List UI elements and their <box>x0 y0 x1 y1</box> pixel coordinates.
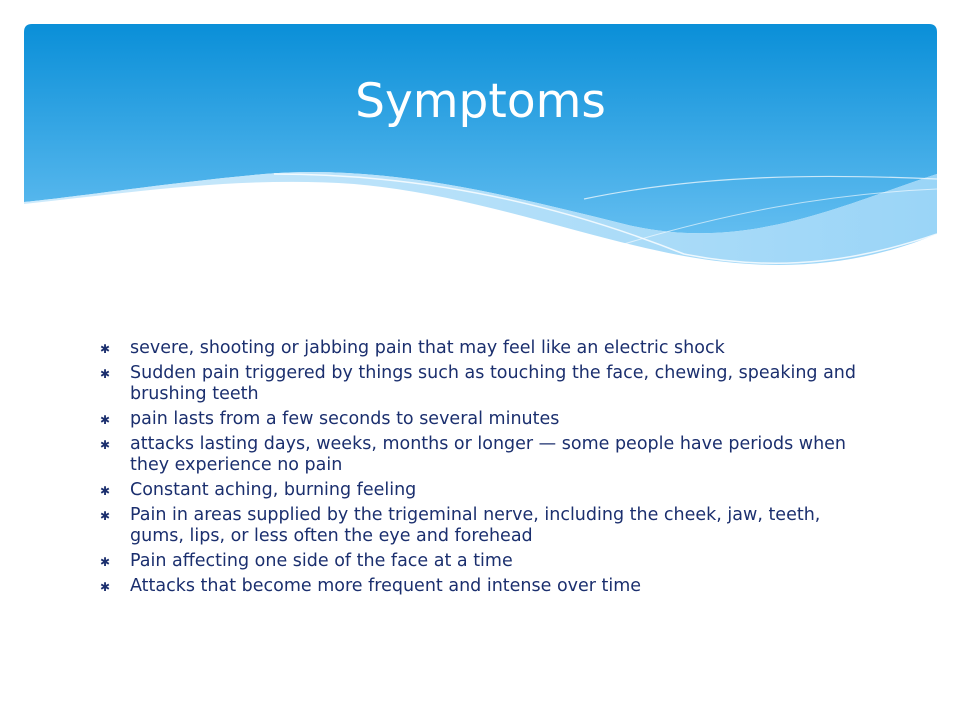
asterisk-icon: ✱ <box>100 580 111 594</box>
bullet-text: pain lasts from a few seconds to several minutes <box>130 409 560 429</box>
bullet-text: Pain in areas supplied by the trigeminal nerve, including the cheek, jaw, teeth, gums, lips, or less often the eye and forehead <box>130 505 821 546</box>
list-item <box>100 551 870 572</box>
asterisk-icon: ✱ <box>100 438 111 452</box>
asterisk-icon: ✱ <box>100 555 111 569</box>
bullet-list <box>100 338 870 601</box>
asterisk-icon: ✱ <box>100 342 111 356</box>
list-item <box>100 576 870 597</box>
list-item <box>100 409 870 430</box>
bullet-text: severe, shooting or jabbing pain that may feel like an electric shock <box>130 338 725 358</box>
bullet-text: Constant aching, burning feeling <box>130 480 417 500</box>
list-item <box>100 338 870 359</box>
bullet-text: Sudden pain triggered by things such as touching the face, chewing, speaking and brushing teeth <box>130 363 857 404</box>
asterisk-icon: ✱ <box>100 484 111 498</box>
header-banner <box>24 24 937 274</box>
list-item <box>100 363 870 405</box>
header-wave-graphic <box>24 24 937 274</box>
list-item <box>100 505 870 547</box>
bullet-text: Pain affecting one side of the face at a time <box>130 551 513 571</box>
asterisk-icon: ✱ <box>100 367 111 381</box>
bullet-text: attacks lasting days, weeks, months or longer — some people have periods when they experience no pain <box>130 434 847 475</box>
asterisk-icon: ✱ <box>100 509 111 523</box>
asterisk-icon: ✱ <box>100 413 111 427</box>
bullet-text: Attacks that become more frequent and intense over time <box>130 576 642 596</box>
list-item <box>100 434 870 476</box>
slide-title: Symptoms <box>355 74 606 129</box>
list-item <box>100 480 870 501</box>
